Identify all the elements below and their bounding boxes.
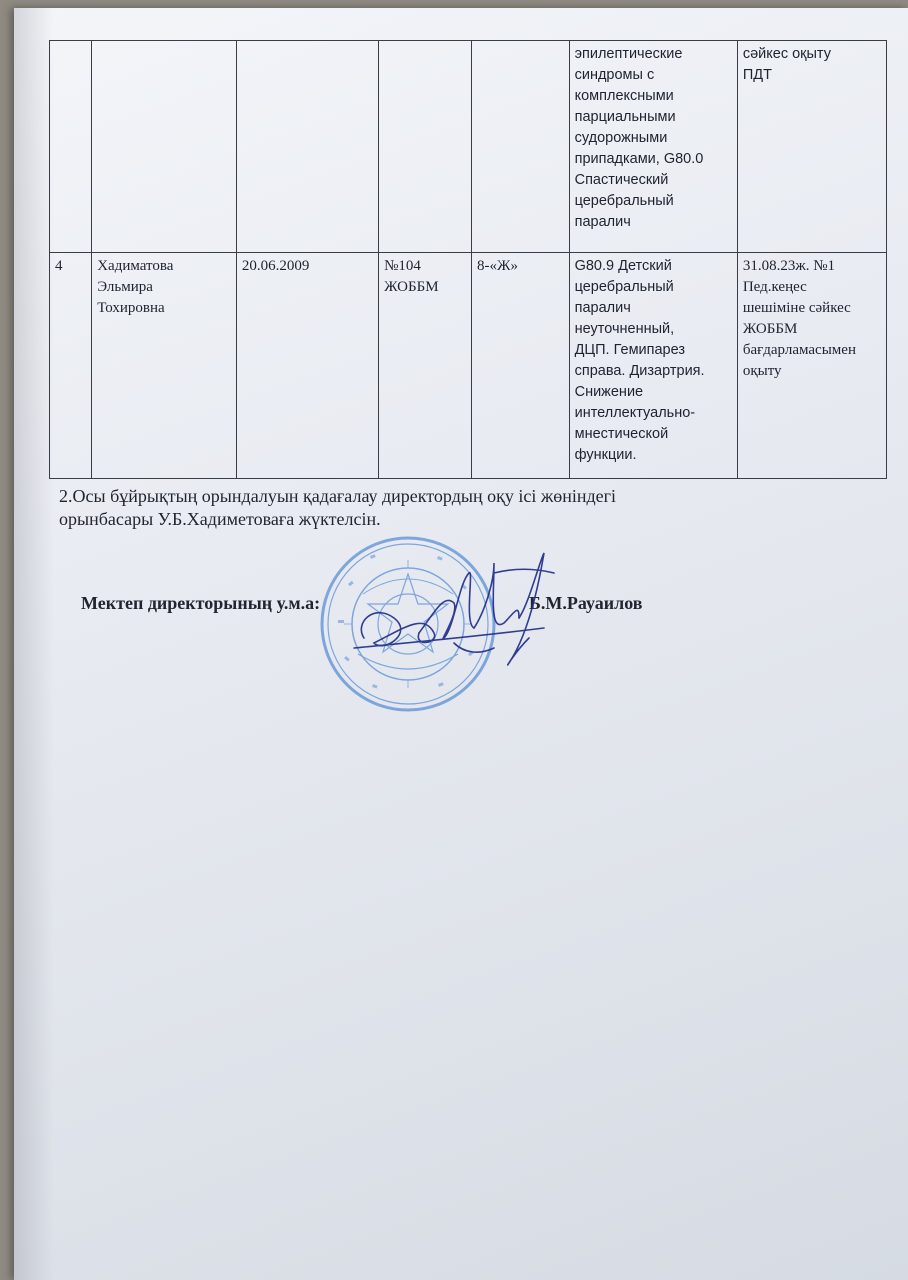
diagnosis-line: эпилептические xyxy=(574,46,683,62)
diagnosis-line: мнестической xyxy=(574,426,669,442)
diagnosis-line: ДЦП. Гемипарез xyxy=(574,342,686,358)
cell-number: 4 xyxy=(50,253,92,479)
decision-line: ЖОББМ xyxy=(742,321,798,337)
order-line: 2.Осы бұйрықтың орындалуын қадағалау директордың оқу ісі жөніндегі xyxy=(59,486,617,506)
school-line: №104 xyxy=(384,258,421,274)
cell-class: 8-«Ж» xyxy=(472,253,570,479)
decision-line: оқыту xyxy=(742,363,782,379)
table-row xyxy=(50,253,887,479)
name-line: Тохировна xyxy=(97,300,165,316)
students-table xyxy=(49,40,887,479)
cell-class xyxy=(472,41,570,253)
cell-birthdate: 20.06.2009 xyxy=(236,253,378,479)
diagnosis-line: Спастический xyxy=(574,172,669,188)
cell-decision xyxy=(737,41,886,253)
cell-diagnosis xyxy=(569,253,737,479)
cell-name xyxy=(92,41,237,253)
diagnosis-line: судорожными xyxy=(574,130,668,146)
diagnosis-line: синдромы с xyxy=(574,67,655,83)
diagnosis-line: неуточненный, xyxy=(574,321,675,337)
diagnosis-line: G80.9 Детский xyxy=(574,258,672,274)
signer-title: Мектеп директорының у.м.а: xyxy=(81,593,321,613)
diagnosis-line: припадками, G80.0 xyxy=(574,151,704,167)
diagnosis-line: комплексными xyxy=(574,88,674,104)
signer-name: Б.М.Рауаилов xyxy=(529,593,643,613)
diagnosis-line: интеллектуально- xyxy=(574,405,696,421)
school-line: ЖОББМ xyxy=(384,279,439,295)
decision-line: Пед.кеңес xyxy=(742,279,807,295)
order-paragraph xyxy=(59,485,859,531)
decision-line: шешіміне сәйкес xyxy=(742,300,851,316)
diagnosis-line: паралич xyxy=(574,214,631,230)
diagnosis-line: парциальными xyxy=(574,109,676,125)
diagnosis-line: церебральный xyxy=(574,193,674,209)
name-line: Эльмира xyxy=(97,279,153,295)
diagnosis-line: церебральный xyxy=(574,279,674,295)
diagnosis-line: функции. xyxy=(574,447,637,463)
decision-line: сәйкес оқыту xyxy=(742,46,831,62)
cell-diagnosis xyxy=(569,41,737,253)
diagnosis-line: справа. Дизартрия. xyxy=(574,363,705,379)
cell-number xyxy=(50,41,92,253)
cell-decision xyxy=(737,253,886,479)
cell-school xyxy=(379,253,472,479)
decision-line: бағдарламасымен xyxy=(742,342,856,358)
name-line: Хадиматова xyxy=(97,258,174,274)
handwritten-signature-icon xyxy=(344,543,574,683)
diagnosis-line: паралич xyxy=(574,300,631,316)
cell-name xyxy=(92,253,237,479)
order-line: орынбасары У.Б.Хадиметоваға жүктелсін. xyxy=(59,509,381,529)
page-shadow xyxy=(14,8,54,1280)
document-page xyxy=(14,8,908,1280)
table-row xyxy=(50,41,887,253)
diagnosis-line: Снижение xyxy=(574,384,644,400)
decision-line: 31.08.23ж. №1 xyxy=(742,258,836,274)
cell-school xyxy=(379,41,472,253)
cell-birthdate xyxy=(236,41,378,253)
decision-line: ПДТ xyxy=(742,67,772,83)
